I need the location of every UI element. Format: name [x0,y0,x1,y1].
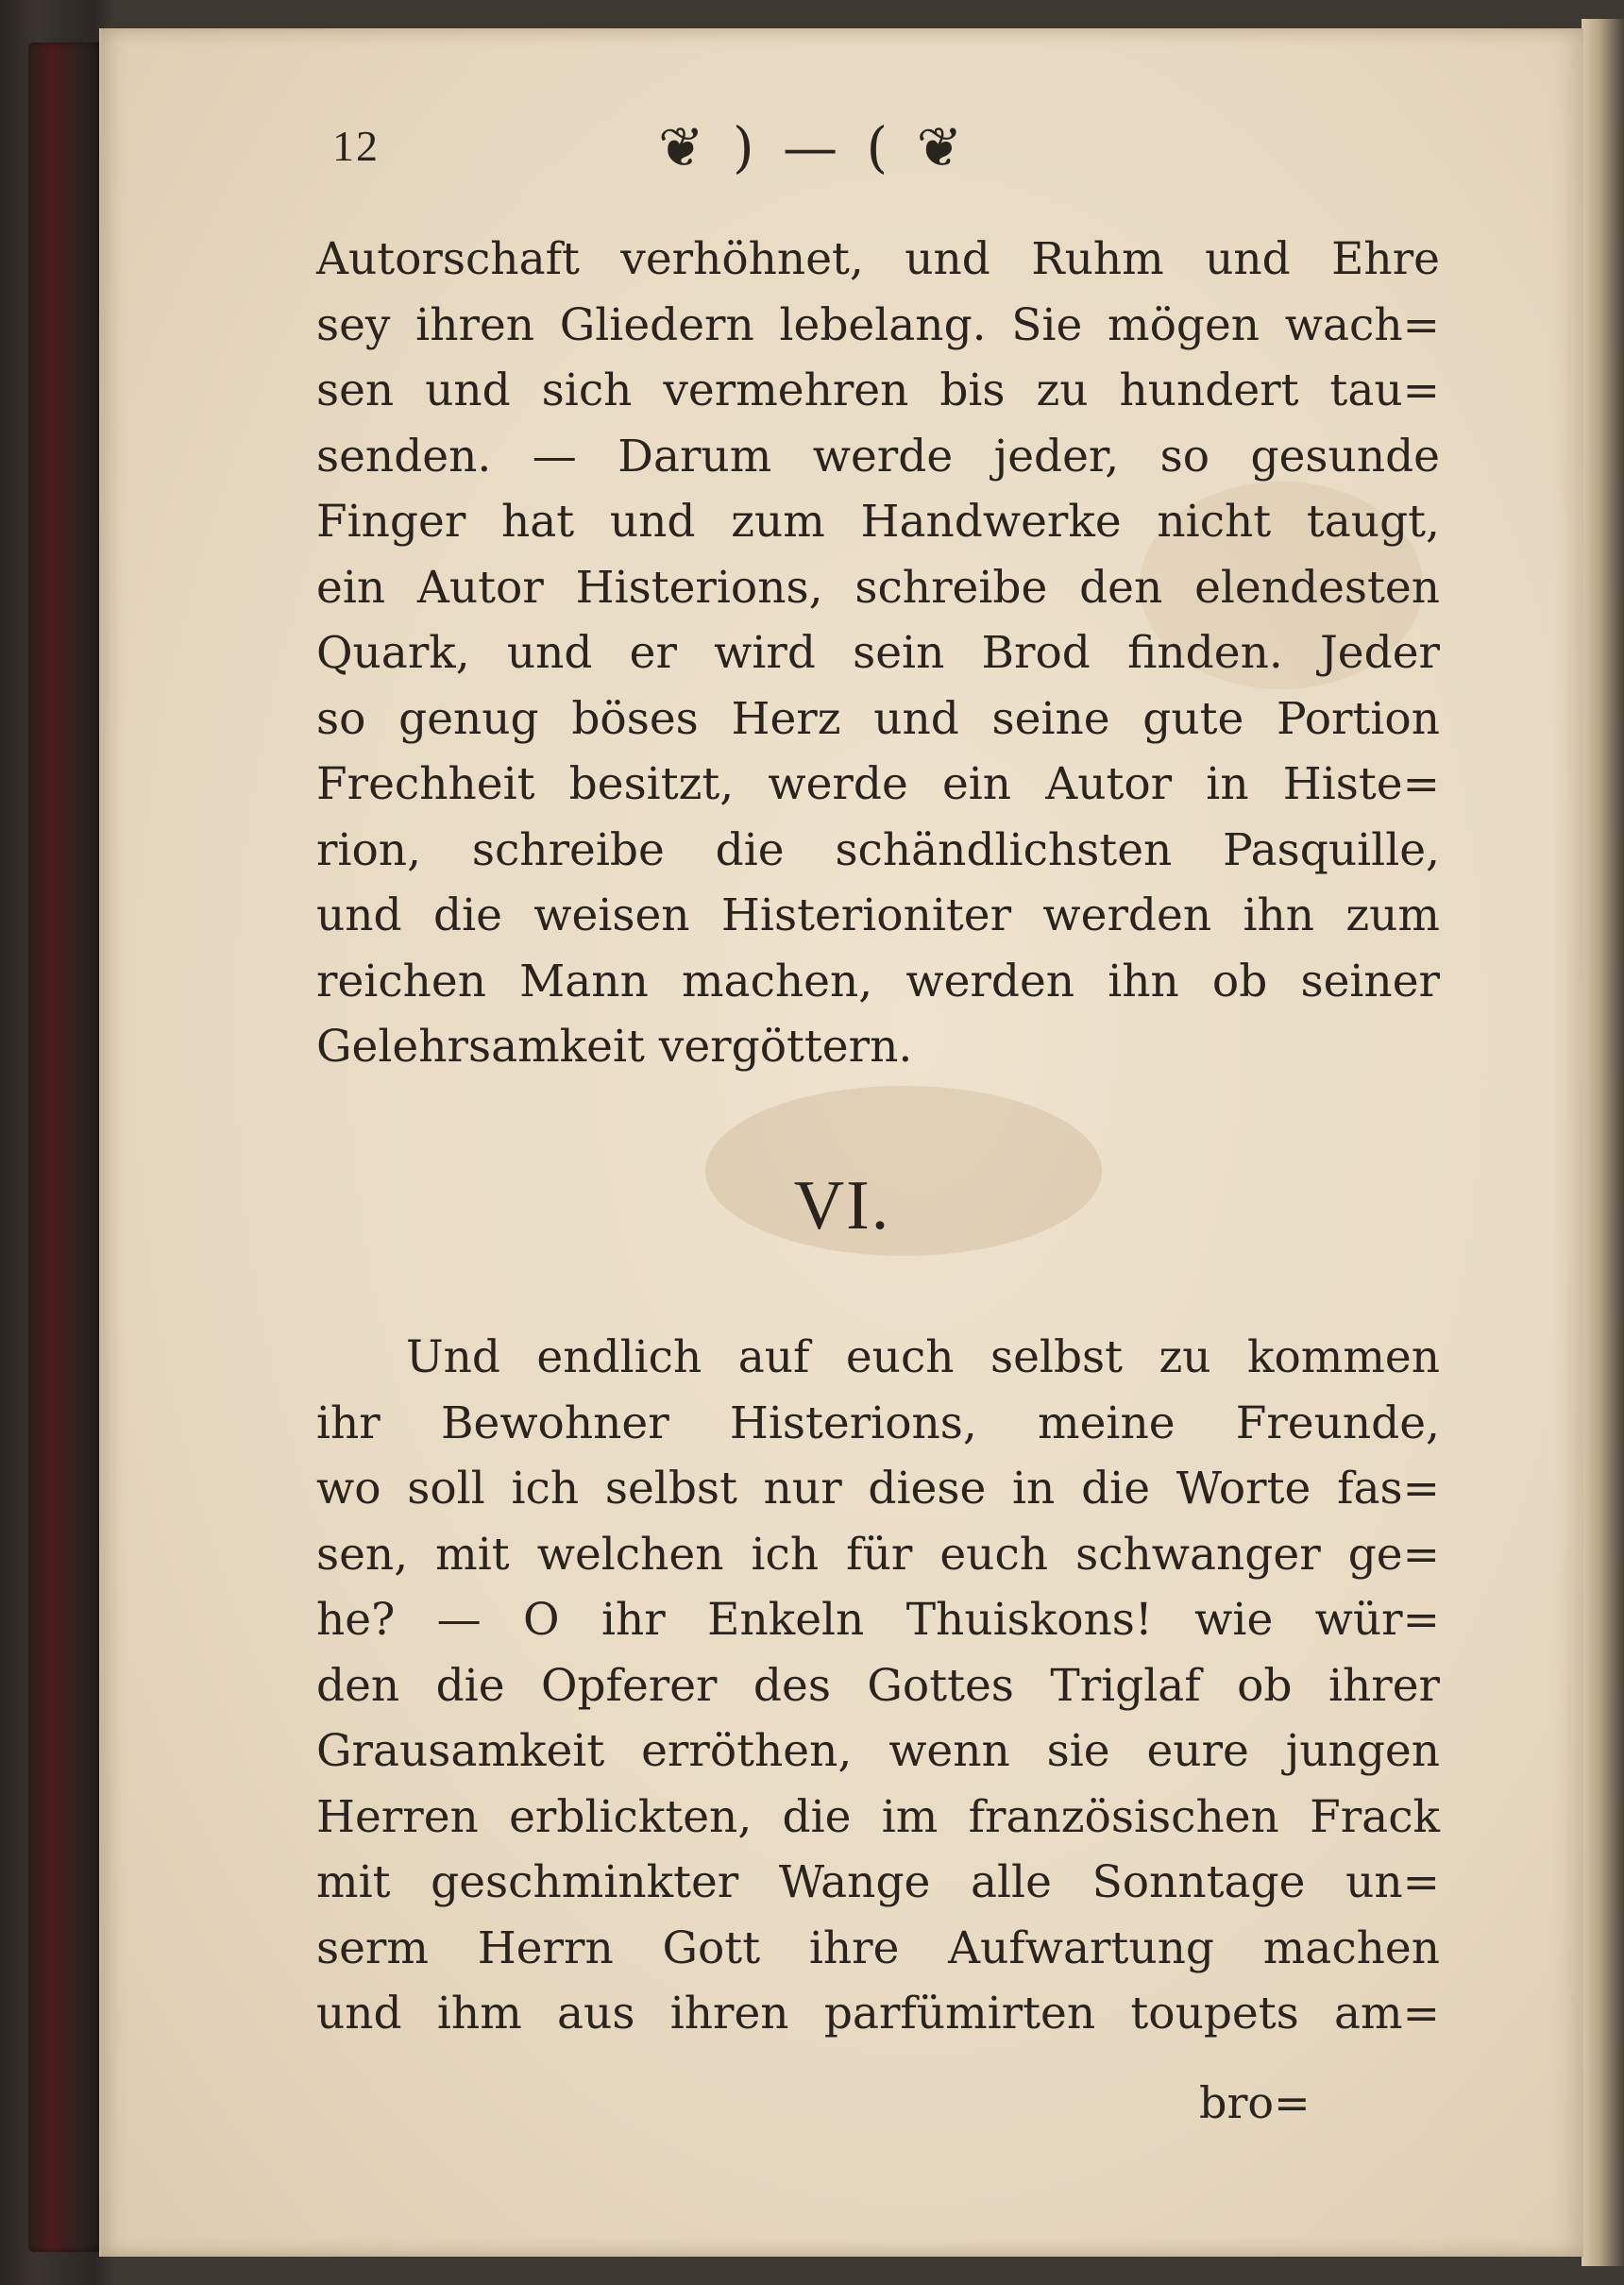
text-line: Autorschaft verhöhnet, und Ruhm und Ehre [316,233,1440,285]
text-line: Grausamkeit erröthen, wenn sie eure jungen [316,1725,1440,1777]
text-line: Quark, und er wird sein Brod finden. Jeder [316,627,1440,679]
text-line: wo soll ich selbst nur diese in die Worte fas= [316,1463,1440,1515]
text-line: rion, schreibe die schändlichsten Pasquille, [316,823,1440,876]
text-line: he? — O ihr Enkeln Thuiskons! wie wür= [316,1594,1440,1646]
text-line: senden. — Darum werde jeder, so gesunde [316,430,1440,482]
text-line: Und endlich auf euch selbst zu kommen [406,1331,1440,1383]
section-heading: VI. [793,1167,891,1244]
page-header [101,115,1583,191]
text-line: so genug böses Herz und seine gute Portion [316,692,1440,745]
text-line: den die Opferer des Gottes Triglaf ob ihrer [316,1659,1440,1712]
text-line: Gelehrsamkeit vergöttern. [316,1021,913,1073]
text-line: und ihm aus ihren parfümirten toupets am= [316,1988,1440,2040]
text-line: und die weisen Histerioniter werden ihn zum [316,889,1440,941]
text-line: Herren erblickten, die im französischen Frack [316,1790,1440,1843]
catchword: bro= [1199,2077,1311,2128]
text-line: sen, mit welchen ich für euch schwanger ge= [316,1528,1440,1581]
text-line: Frechheit besitzt, werde ein Autor in Histe= [316,758,1440,810]
text-line: reichen Mann machen, werden ihn ob seiner [316,955,1440,1007]
header-ornament: ❦ ) — ( ❦ [658,115,969,179]
text-line: serm Herrn Gott ihre Aufwartung machen [316,1921,1440,1974]
book-cover-spine [28,42,104,2252]
paragraph-2 [316,1325,1440,2047]
text-line: sey ihren Gliedern lebelang. Sie mögen wach= [316,298,1440,351]
text-line: sen und sich vermehren bis zu hundert tau= [316,364,1440,416]
text-line: ihr Bewohner Histerions, meine Freunde, [316,1396,1440,1449]
paragraph-1 [316,227,1440,1080]
text-line: Finger hat und zum Handwerke nicht taugt, [316,496,1440,548]
text-line: ein Autor Histerions, schreibe den elendesten [316,561,1440,614]
text-line: mit geschminkter Wange alle Sonntage un= [316,1856,1440,1908]
page-number: 12 [332,122,380,170]
page-edge [1582,19,1624,2266]
book-page [99,28,1583,2257]
